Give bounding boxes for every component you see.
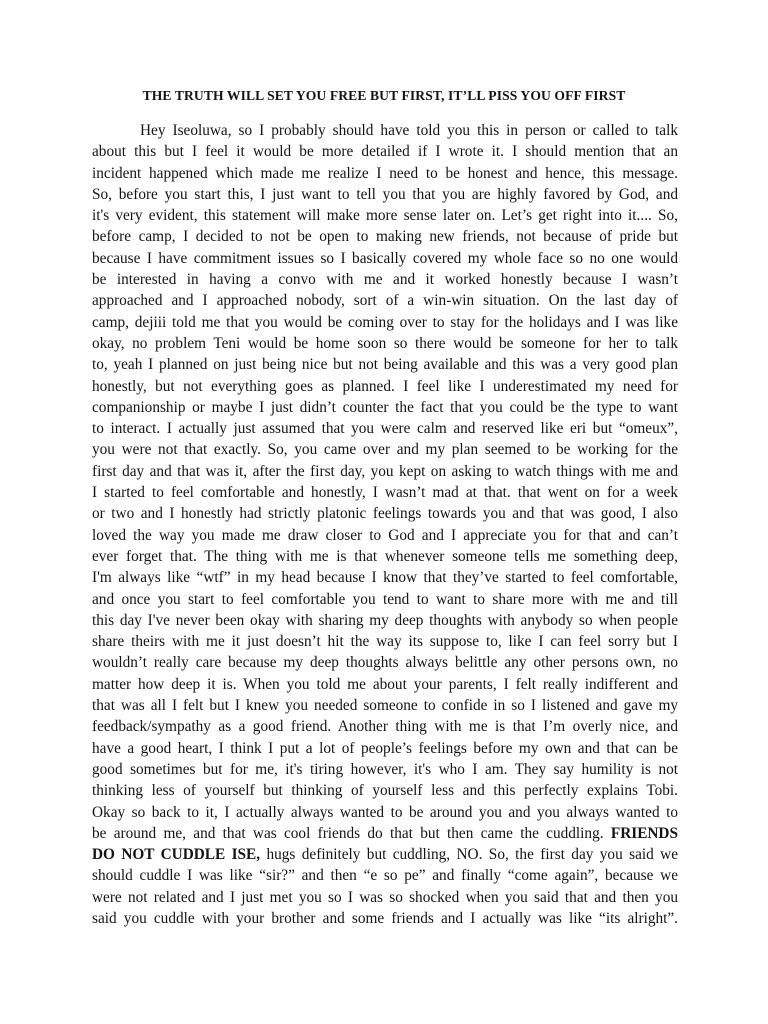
body-line-16: you were not that exactly. So, you came over and my plan seemed to be working for the bbox=[92, 441, 678, 459]
body-line-34-text: be around me, and that was cool friends do that but then came the cuddling. bbox=[92, 824, 611, 842]
body-line-6: before camp, I decided to not be open to making new friends, not because of pride but bbox=[92, 228, 678, 246]
bold-do-not-cuddle: DO NOT CUDDLE ISE, bbox=[92, 846, 261, 864]
body-line-8: be interested in having a convo with me and it worked honestly because I wasn’t bbox=[92, 271, 678, 289]
body-line-22: I'm always like “wtf” in my head because I know that they’ve started to feel comfortable, bbox=[92, 569, 678, 587]
body-line-11: okay, no problem Teni would be home soon so there would be someone for her to talk bbox=[92, 334, 678, 352]
body-line-32: thinking less of yourself but thinking of yourself less and this perfectly explains Tobi. bbox=[92, 782, 678, 800]
body-line-15: to interact. I actually just assumed that you were calm and reserved like eri but “omeux”, bbox=[92, 420, 678, 438]
body-line-7: because I have commitment issues so I basically covered my whole face so no one would bbox=[92, 249, 678, 267]
body-line-26: wouldn’t really care because my deep thoughts always belittle any other persons own, no bbox=[92, 654, 678, 672]
body-line-31: good sometimes but for me, it's tiring however, it's who I am. They say humility is not bbox=[92, 760, 678, 778]
body-line-19: or two and I honestly had strictly platonic feelings towards you and that was good, I also bbox=[92, 505, 678, 523]
body-line-1: Hey Iseoluwa, so I probably should have told you this in person or called to talk bbox=[140, 122, 678, 139]
body-line-10: camp, dejiii told me that you would be coming over to stay for the holidays and I was like bbox=[92, 313, 678, 331]
body-line-2: about this but I feel it would be more detailed if I wrote it. I should mention that an bbox=[92, 143, 678, 161]
body-line-5: it's very evident, this statement will make more sense later on. Let’s get right into it.... So, bbox=[92, 207, 678, 225]
body-line-23: and once you start to feel comfortable you tend to want to share more with me and till bbox=[92, 590, 678, 608]
body-line-12: to, yeah I planned on just being nice but not being available and this was a very good plan bbox=[92, 356, 678, 374]
body-line-27: matter how deep it is. When you told me about your parents, I felt really indifferent and bbox=[92, 675, 678, 693]
body-line-25: share theirs with me it just doesn’t hit the way its suppose to, like I can feel sorry but I bbox=[92, 633, 678, 651]
body-line-4: So, before you start this, I just want to tell you that you are highly favored by God, and bbox=[92, 185, 678, 203]
body-line-3: incident happened which made me realize I need to be honest and hence, this message. bbox=[92, 164, 678, 182]
body-line-9: approached and I approached nobody, sort of a win-win situation. On the last day of bbox=[92, 292, 678, 310]
body-line-35 bbox=[92, 844, 678, 865]
body-line-17: first day and that was it, after the first day, you kept on asking to watch things with me and bbox=[92, 462, 678, 480]
body-line-37: were not related and I just met you so I was so shocked when you said that and then you bbox=[92, 888, 678, 906]
body-line-34 bbox=[92, 823, 678, 844]
body-line-24: this day I've never been okay with sharing my deep thoughts with anybody so when people bbox=[92, 611, 678, 629]
body-line-29: feedback/sympathy as a good friend. Another thing with me is that I’m overly nice, and bbox=[92, 718, 678, 736]
body-line-30: have a good heart, I think I put a lot of people’s feelings before my own and that can be bbox=[92, 739, 678, 757]
document-body bbox=[92, 120, 678, 929]
document-title: THE TRUTH WILL SET YOU FREE BUT FIRST, IT’LL PISS YOU OFF FIRST bbox=[142, 88, 626, 103]
body-line-18: I started to feel comfortable and honestly, I wasn’t mad at that. that went on for a week bbox=[92, 484, 678, 502]
body-line-14: companionship or maybe I just didn’t counter the fact that you could be the type to want bbox=[92, 398, 678, 416]
body-line-35-text: hugs definitely but cuddling, NO. So, the first day you said we bbox=[260, 846, 678, 864]
body-line-28: that was all I felt but I knew you needed someone to confide in so I listened and gave my bbox=[92, 697, 678, 715]
body-line-36: should cuddle I was like “sir?” and then “e so pe” and finally “come again”, because we bbox=[92, 867, 678, 885]
body-line-33: Okay so back to it, I actually always wanted to be around you and you always wanted to bbox=[92, 803, 678, 821]
body-line-20: loved the way you made me draw closer to God and I appreciate you for that and can’t bbox=[92, 526, 678, 544]
body-line-38: said you cuddle with your brother and some friends and I actually was like “its alright”. bbox=[92, 909, 678, 927]
bold-friends: FRIENDS bbox=[610, 824, 678, 842]
body-line-13: honestly, but not everything goes as planned. I feel like I underestimated my need for bbox=[92, 377, 678, 395]
body-line-21: ever forget that. The thing with me is that whenever someone tells me something deep, bbox=[92, 547, 678, 565]
